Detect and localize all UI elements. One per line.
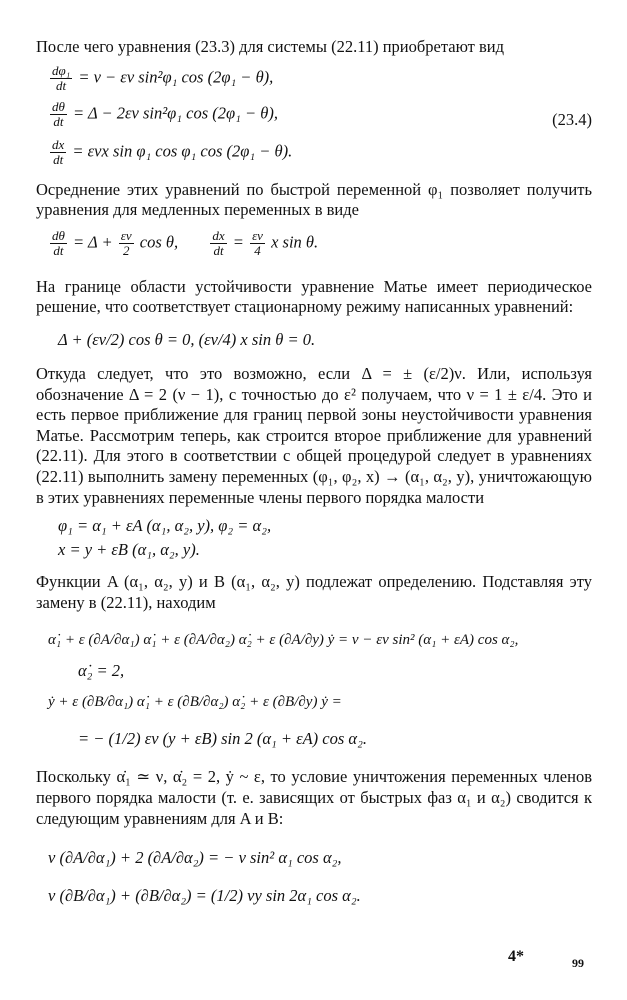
equation-dphi: [48, 64, 592, 100]
equation-block-23-4: [48, 64, 592, 176]
equation-y: ẏ + ε (∂B/∂α₁) α̇₁ + ε (∂B/∂α₂) α̇₂ + ε (∂B/∂y) ẏ =: [48, 694, 342, 711]
frac-den: dt: [53, 151, 64, 167]
paragraph-second-approximation: Откуда следует, что это возможно, если Δ = ± (ε/2)ν. Или, используя обозначение Δ = 2 (ν − 1), с точностью до ε² получаем, что ν = 1 ± ε/4. Это и есть первое приближение для границ первой зоны неустойчивости уравнения Матье. Рассмотрим теперь, как строится второе приближение для уравнений (22.11). Для этого в соответствии с общей процедурой следует в уравнениях (22.11) выполнить замену переменных (φ₁, φ₂, x) → (α₁, α₂, y), уничтожающую в этих уравнениях переменные члены первого порядка малости: [36, 363, 592, 507]
equation-alpha1: α̇₁ + ε (∂A/∂α₁) α̇₁ + ε (∂A/∂α₂) α̇₂ + ε (∂A/∂y) ẏ = ν − εν sin² (α₁ + εA) cos α₂,: [48, 632, 519, 649]
page-body: [36, 28, 592, 915]
equation-block-substituted: [48, 623, 592, 759]
equation-A: ν (∂A/∂α₁) + 2 (∂A/∂α₂) = − ν sin² α₁ cos α₂,: [48, 848, 342, 868]
frac-num: dθ: [52, 227, 65, 243]
equation-block-final: [48, 839, 592, 915]
frac-num: εν: [120, 227, 132, 243]
equation-stationary: Δ + (εν/2) cos θ = 0, (εν/4) x sin θ = 0.: [58, 329, 316, 349]
equation-y-rhs: = − (1/2) εν (y + εB) sin 2 (α₁ + εA) cos α₂.: [78, 729, 367, 749]
equation-rhs: = ν − εν sin²φ₁ cos (2φ₁ − θ),: [78, 66, 274, 86]
frac-den: dt: [53, 113, 64, 129]
frac-den: dt: [56, 77, 67, 93]
frac-den: dt: [53, 242, 64, 258]
equation-part: cos θ,: [139, 232, 179, 252]
paragraph-averaging: Осреднение этих уравнений по быстрой переменной φ₁ позволяет получить уравнения для медленных переменных в виде: [36, 179, 592, 220]
equation-B: ν (∂B/∂α₁) + (∂B/∂α₂) = (1/2) νy sin 2α₁ cos α₂.: [48, 886, 361, 906]
page-number: 99: [572, 956, 584, 970]
equation-sub-phi: φ₁ = α₁ + εA (α₁, α₂, y), φ₂ = α₂,: [58, 516, 272, 536]
signature-mark: 4*: [508, 948, 524, 965]
frac-den: 4: [254, 242, 261, 258]
equation-dtheta: [48, 100, 592, 138]
equation-rhs: = ενx sin φ₁ cos φ₁ cos (2φ₁ − θ).: [72, 140, 293, 160]
equation-sub-x: x = y + εB (α₁, α₂, y).: [58, 540, 200, 560]
equation-part: =: [232, 232, 244, 252]
equation-part: x sin θ.: [271, 232, 319, 252]
frac-den: 2: [122, 242, 130, 258]
paragraph-functions: Функции A (α₁, α₂, y) и B (α₁, α₂, y) подлежат определению. Подставляя эту замену в (22.11), находим: [36, 572, 592, 612]
equation-alpha2: α̇₂ = 2,: [78, 661, 125, 681]
equation-dx: [48, 138, 592, 176]
frac-den: dt: [213, 242, 224, 258]
paragraph-boundary: На границе области устойчивости уравнение Матье имеет периодическое решение, что соответствует стационарному режиму написанных уравнений:: [36, 276, 592, 317]
frac-num: dx: [212, 227, 225, 243]
frac-num: dφ₁: [52, 62, 71, 78]
paragraph-intro: После чего уравнения (23.3) для системы (22.11) приобретают вид: [36, 37, 505, 56]
paragraph-conditions: Поскольку α̇₁ ≃ ν, α̇₂ = 2, ẏ ~ ε, то условие уничтожения переменных членов первого порядка малости (т. е. зависящих от быстрых фаз α₁ и α₂) сводится к следующим уравнениям для A и B:: [36, 767, 592, 828]
frac-num: εν: [252, 227, 263, 243]
equation-averaged: [48, 229, 592, 267]
equation-substitution: [58, 516, 592, 564]
equation-number: (23.4): [552, 109, 592, 129]
equation-part: = Δ +: [73, 232, 113, 252]
equation-rhs: = Δ − 2εν sin²φ₁ cos (2φ₁ − θ),: [73, 102, 278, 122]
frac-num: dx: [52, 136, 65, 152]
frac-num: dθ: [52, 98, 65, 114]
